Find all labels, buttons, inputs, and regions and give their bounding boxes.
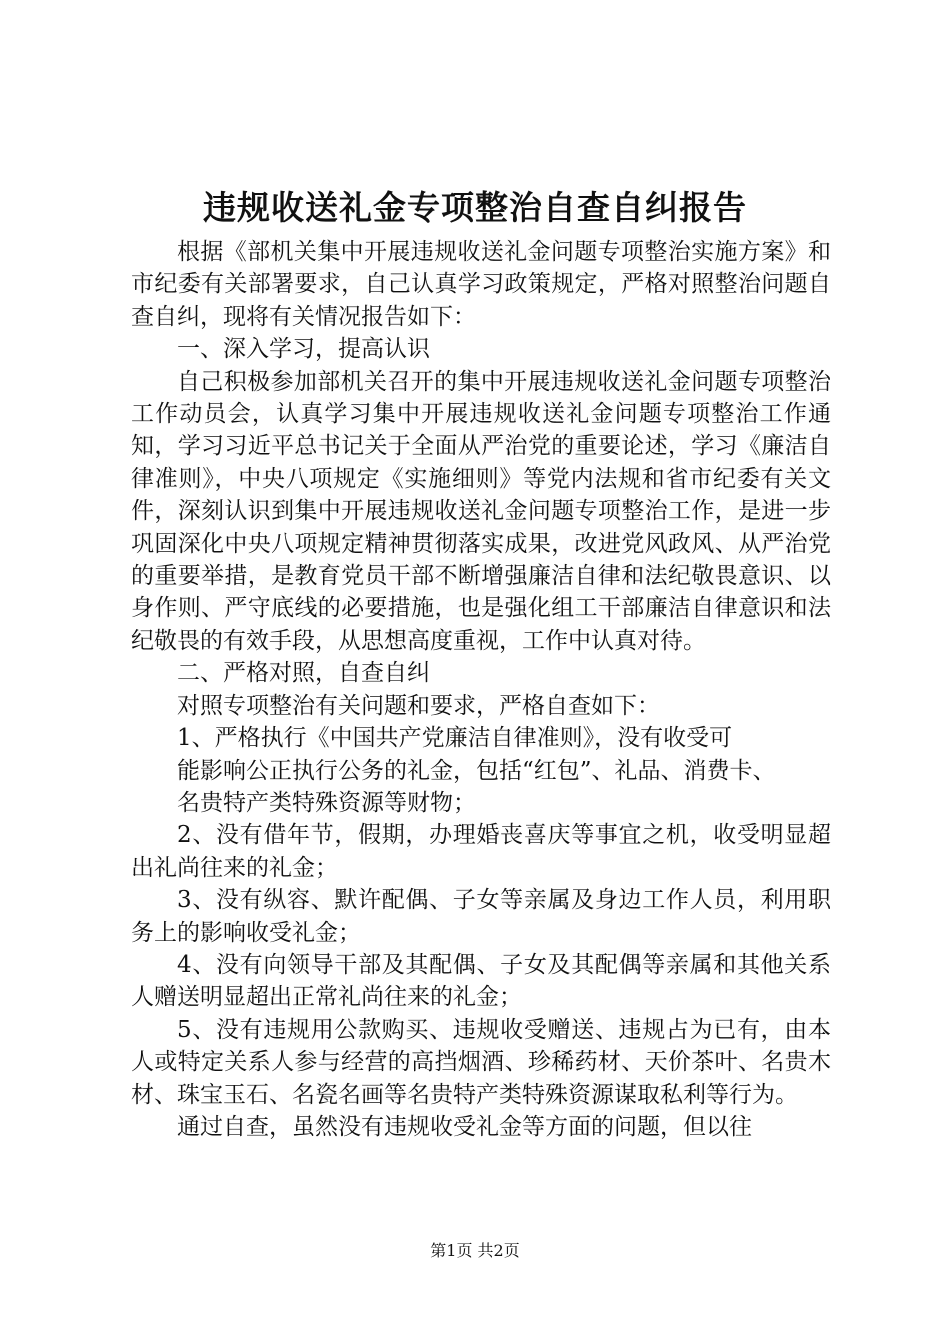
list-item-5: 5、没有违规用公款购买、违规收受赠送、违规占为已有，由本人或特定关系人参与经营的高挡烟酒、珍稀药材、天价茶叶、名贵木材、珠宝玉石、名瓷名画等名贵特产类特殊资源谋取私利等行为。 <box>131 1016 831 1108</box>
section-heading-1: 一、深入学习，提高认识 <box>177 336 430 363</box>
paragraph-self-check-intro: 对照专项整治有关问题和要求，严格自查如下： <box>177 692 660 719</box>
paragraph-intro: 根据《部机关集中开展违规收送礼金问题专项整治实施方案》和市纪委有关部署要求，自己认真学习政策规定，严格对照整治问题自查自纠，现将有关情况报告如下： <box>131 239 831 330</box>
paragraph-study: 自己积极参加部机关召开的集中开展违规收送礼金问题专项整治工作动员会，认真学习集中开展违规收送礼金问题专项整治工作通知，学习习近平总书记关于全面从严治党的重要论述，学习《廉洁自律准则》，中央八项规定《实施细则》等党内法规和省市纪委有关文件，深刻认识到集中开展违规收送礼金问题专项整治工作，是进一步巩固深化中央八项规定精神贯彻落实成果，改进党风政风、从严治党的重要举措，是教育党员干部不断增强廉洁自律和法纪敬畏意识、以身作则、严守底线的必要措施，也是强化组工干部廉洁自律意识和法纪敬畏的有效手段，从思想高度重视，工作中认真对待。 <box>131 368 831 654</box>
list-item-4: 4、没有向领导干部及其配偶、子女及其配偶等亲属和其他关系人赠送明显超出正常礼尚往来的礼金； <box>131 951 831 1011</box>
list-item-3: 3、没有纵容、默许配偶、子女等亲属及身边工作人员，利用职务上的影响收受礼金； <box>131 887 831 946</box>
list-item-1-line-1: 1、严格执行《中国共产党廉洁自律准则》，没有收受可 <box>177 725 733 752</box>
list-item-2: 2、没有借年节，假期，办理婚丧喜庆等事宜之机，收受明显超出礼尚往来的礼金； <box>131 822 831 881</box>
paragraph-conclusion: 通过自查，虽然没有违规收受礼金等方面的问题，但以往 <box>177 1113 752 1140</box>
section-heading-2: 二、严格对照，自查自纠 <box>177 660 430 687</box>
list-item-1-line-2: 能影响公正执行公务的礼金，包括“红包”、礼品、消费卡、 <box>177 757 776 784</box>
list-item-1-line-3: 名贵特产类特殊资源等财物； <box>177 789 476 816</box>
page-number-footer: 第1页 共2页 <box>430 1241 520 1260</box>
document-title: 违规收送礼金专项整治自查自纠报告 <box>203 188 747 227</box>
document-body <box>131 236 831 1143</box>
